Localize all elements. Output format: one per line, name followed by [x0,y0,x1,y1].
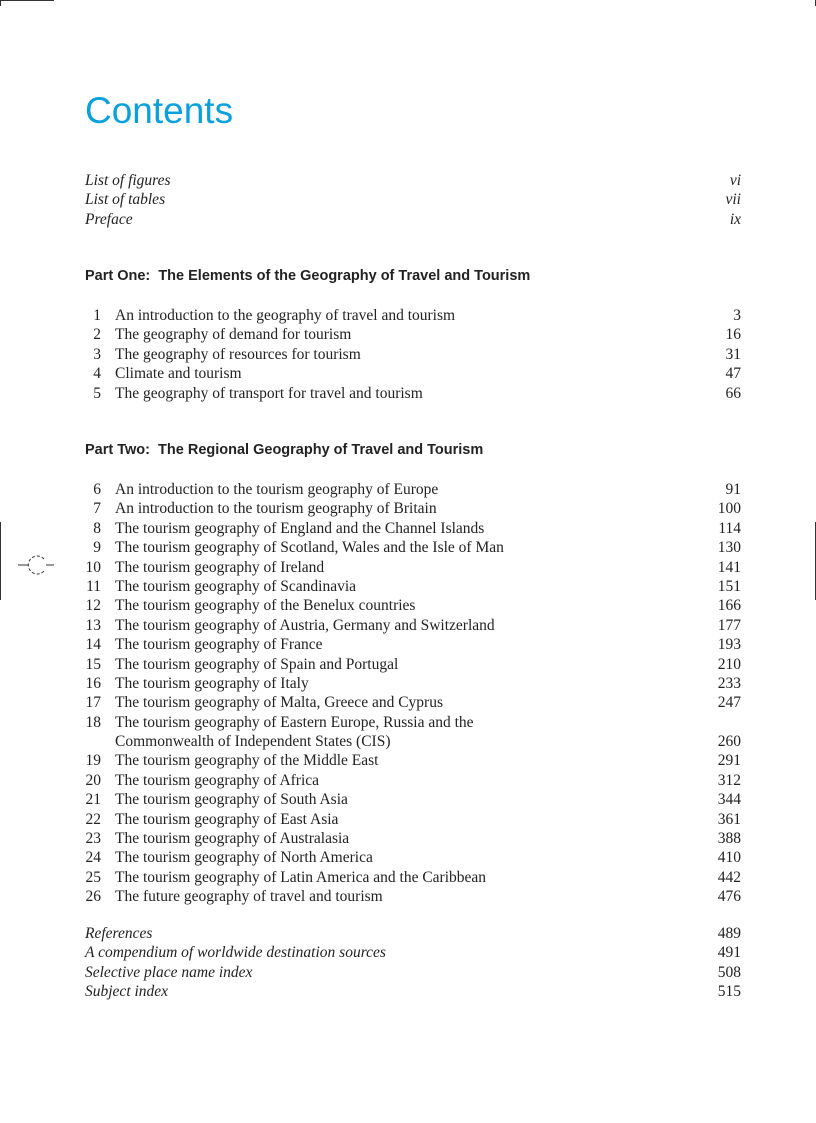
chapter-entry[interactable] [85,829,741,848]
page-number: vi [729,172,741,189]
chapter-number: 21 [85,791,101,809]
chapter-title: The tourism geography of Spain and Portugal [115,655,399,673]
chapter-entry[interactable] [85,751,741,770]
chapter-entry[interactable] [85,713,741,732]
entry-title: Subject index [85,983,169,1001]
page-number: 31 [725,345,741,363]
page-number: 193 [717,636,741,654]
chapter-title: The tourism geography of Austria, Germany and Switzerland [115,616,495,634]
page-number: 312 [717,771,741,789]
chapter-number: 3 [93,345,101,363]
page-number: 410 [717,849,741,867]
crop-mark-top-left-vertical [0,0,1,6]
chapter-entry[interactable] [85,306,741,325]
back-matter-list [85,924,741,1002]
chapter-number: 17 [85,694,101,712]
registration-mark-icon [18,545,54,585]
chapter-number: 15 [85,655,101,673]
back-matter-entry[interactable] [85,982,741,1001]
chapter-number: 5 [93,384,101,402]
entry-title: A compendium of worldwide destination sources [85,944,386,962]
chapter-title: The geography of transport for travel and tourism [115,384,423,402]
chapter-entry[interactable] [85,693,741,712]
chapter-entry[interactable] [85,577,741,596]
chapter-number: 6 [93,481,101,498]
chapter-title: The geography of demand for tourism [115,326,352,344]
chapter-number: 13 [85,616,101,634]
chapter-entry[interactable] [85,868,741,887]
chapter-number: 20 [85,771,101,789]
page-number: 442 [717,868,741,886]
entry-title: References [85,925,153,942]
chapter-title: The tourism geography of East Asia [115,810,339,828]
chapter-title: An introduction to the tourism geography of Europe [115,481,439,498]
chapter-entry[interactable] [85,790,741,809]
part-two-heading: Part Two: The Regional Geography of Travel and Tourism [85,442,484,458]
chapter-entry[interactable] [85,887,741,906]
page-number: 388 [717,830,741,848]
chapter-title: The tourism geography of Ireland [115,558,325,576]
chapter-entry[interactable] [85,616,741,635]
chapter-number: 23 [85,830,101,848]
page-number: 47 [725,365,741,383]
chapter-entry[interactable] [85,635,741,654]
chapter-title: The tourism geography of the Benelux countries [115,597,416,615]
chapter-number: 24 [85,849,101,867]
chapter-number: 14 [85,636,101,654]
chapter-number: 1 [93,307,101,324]
chapter-entry[interactable] [85,771,741,790]
chapter-entry[interactable] [85,558,741,577]
chapter-number: 18 [85,713,101,731]
page-number: 141 [717,558,741,576]
page-number: 344 [717,791,741,809]
page-number: 233 [717,674,741,692]
chapter-entry[interactable] [85,325,741,344]
page-number: 508 [717,963,741,981]
page-number: 177 [717,616,741,634]
front-matter-list [85,171,741,229]
chapter-title: The tourism geography of France [115,636,323,654]
chapter-entry[interactable] [85,596,741,615]
page-number: 130 [717,539,741,557]
page-number: 91 [725,481,741,498]
page-number: 66 [725,384,741,402]
chapter-title: An introduction to the geography of travel and tourism [115,307,456,324]
page-number: 166 [717,597,741,615]
back-matter-entry[interactable] [85,924,741,943]
chapter-entry[interactable] [85,364,741,383]
front-matter-entry[interactable] [85,210,741,229]
page-number: 151 [717,577,741,595]
chapter-entry[interactable] [85,538,741,557]
part-one-heading: Part One: The Elements of the Geography of Travel and Tourism [85,268,531,284]
entry-title: List of tables [85,191,166,209]
chapter-entry[interactable] [85,848,741,867]
chapter-title: The future geography of travel and tourism [115,888,383,906]
page-number: 100 [717,500,741,518]
chapter-number: 26 [85,888,101,906]
chapter-entry[interactable] [85,384,741,403]
chapter-title: The tourism geography of North America [115,849,373,867]
chapter-number: 9 [93,539,101,557]
chapter-number: 4 [93,365,101,383]
page-number: 361 [717,810,741,828]
chapter-title: An introduction to the tourism geography of Britain [115,500,437,518]
page-title: Contents [85,90,234,131]
chapter-title: The tourism geography of Eastern Europe, Russia and the [115,713,474,731]
page-number: 114 [718,519,741,537]
back-matter-entry[interactable] [85,943,741,962]
chapter-entry[interactable] [85,732,741,751]
chapter-number: 11 [86,577,101,595]
chapter-title: The tourism geography of Africa [115,771,320,789]
entry-title: List of figures [85,172,171,189]
chapter-title: The tourism geography of South Asia [115,791,348,809]
chapter-title: Climate and tourism [115,365,242,383]
chapter-number: 2 [93,326,101,344]
page-number: 291 [717,752,741,770]
chapter-title: The tourism geography of Scandinavia [115,577,357,595]
page-number: 3 [733,307,741,324]
page-number: 16 [725,326,741,344]
chapter-title: The tourism geography of Scotland, Wales and the Isle of Man [115,539,504,557]
entry-title: Selective place name index [85,963,253,981]
page-number: 491 [717,944,741,962]
chapter-entry[interactable] [85,655,741,674]
front-matter-entry[interactable] [85,171,741,190]
page-number: 515 [717,983,741,1001]
page-number: vii [725,191,741,209]
page-number: 489 [717,925,741,942]
chapter-number: 7 [93,500,101,518]
chapter-title: The tourism geography of Italy [115,674,309,692]
chapter-entry[interactable] [85,499,741,518]
chapter-number: 19 [85,752,101,770]
chapter-number: 8 [93,519,101,537]
chapter-number: 10 [85,558,101,576]
chapter-entry[interactable] [85,810,741,829]
crop-mark-top-left [0,0,54,1]
part-two-chapter-list [85,480,741,907]
chapter-title: The geography of resources for tourism [115,345,361,363]
part-one-chapter-list [85,306,741,403]
chapter-entry[interactable] [85,345,741,364]
chapter-number: 12 [85,597,101,615]
chapter-title: The tourism geography of Latin America and the Caribbean [115,868,487,886]
chapter-number: 25 [85,868,101,886]
chapter-title: The tourism geography of the Middle East [115,752,379,770]
chapter-title: The tourism geography of England and the Channel Islands [115,519,485,537]
chapter-entry[interactable] [85,480,741,499]
chapter-entry[interactable] [85,519,741,538]
page-number: 247 [717,694,741,712]
chapter-number: 22 [85,810,101,828]
crop-mark-left-middle [0,522,1,600]
chapter-entry[interactable] [85,674,741,693]
chapter-title: The tourism geography of Malta, Greece and Cyprus [115,694,443,712]
page-number: 476 [717,888,741,906]
chapter-title: Commonwealth of Independent States (CIS) [115,733,391,751]
page-number: ix [729,210,741,228]
back-matter-entry[interactable] [85,963,741,982]
chapter-number: 16 [85,674,101,692]
page-number: 260 [717,733,741,751]
front-matter-entry[interactable] [85,190,741,209]
page-number: 210 [717,655,741,673]
chapter-title: The tourism geography of Australasia [115,830,350,848]
entry-title: Preface [85,210,133,228]
